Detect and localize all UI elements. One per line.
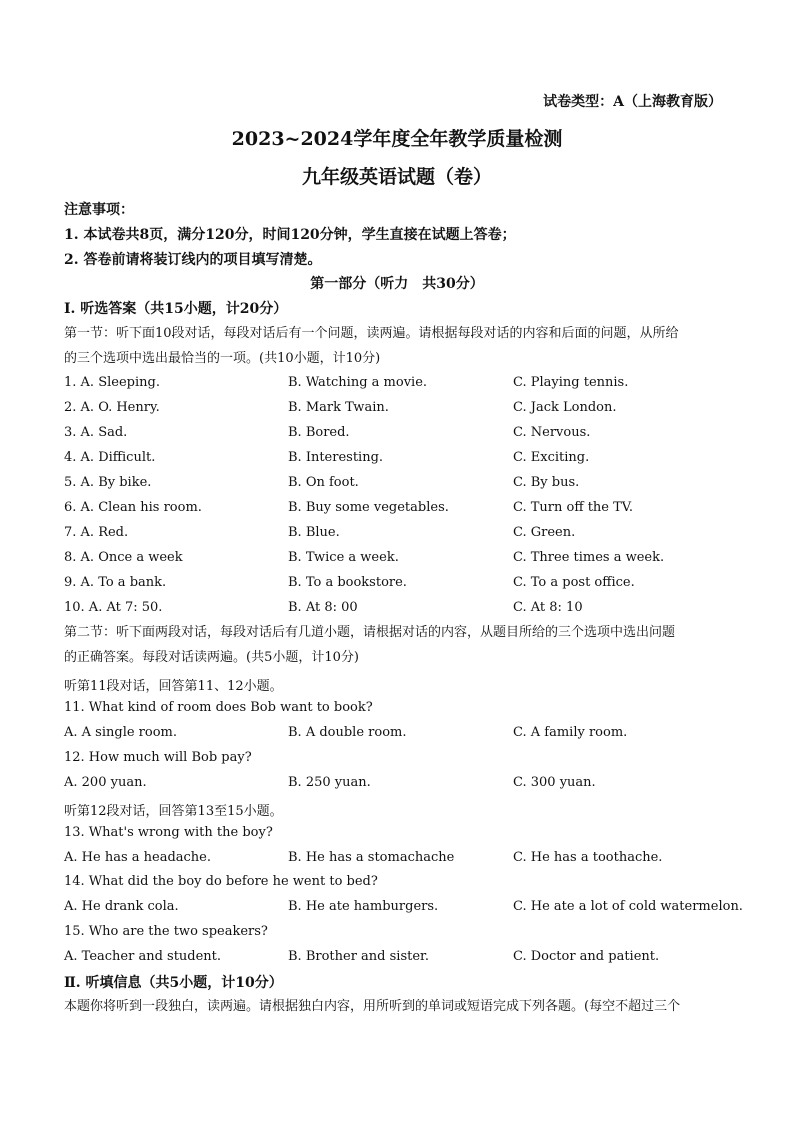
question-row	[64, 375, 744, 395]
option-c: C. Nervous.	[513, 425, 591, 440]
option-b: B. He ate hamburgers.	[288, 899, 439, 914]
option-a: A. He has a headache.	[64, 850, 211, 865]
option-a: 5. A. By bike.	[64, 475, 152, 490]
question-row	[64, 425, 744, 445]
option-a: 6. A. Clean his room.	[64, 500, 202, 515]
question-row	[64, 525, 744, 545]
option-c: C. At 8: 10	[513, 600, 583, 615]
option-b: B. To a bookstore.	[288, 575, 407, 590]
option-b: B. Brother and sister.	[288, 949, 429, 964]
question-row	[64, 850, 744, 870]
option-b: B. 250 yuan.	[288, 775, 371, 790]
option-b: B. Watching a movie.	[288, 375, 428, 390]
note-item: 2. 答卷前请将装订线内的项目填写清楚。	[64, 252, 322, 268]
option-a: A. A single room.	[64, 725, 178, 740]
option-c: C. He ate a lot of cold watermelon.	[513, 899, 743, 914]
option-a: A. Teacher and student.	[64, 949, 222, 964]
option-a: 1. A. Sleeping.	[64, 375, 160, 390]
option-a: A. He drank cola.	[64, 899, 179, 914]
question-stem: 14. What did the boy do before he went to bed?	[64, 874, 378, 889]
option-c: C. Jack London.	[513, 400, 617, 415]
instruction-line: 本题你将听到一段独白，读两遍。请根据独白内容，用所听到的单词或短语完成下列各题。(每空不超过三个	[64, 999, 681, 1014]
notes-heading: 注意事项：	[64, 202, 134, 218]
option-c: C. Playing tennis.	[513, 375, 629, 390]
option-a: 10. A. At 7: 50.	[64, 600, 163, 615]
option-c: C. Three times a week.	[513, 550, 665, 565]
part-title: 第一部分（听力 共30分）	[310, 276, 484, 292]
option-c: C. To a post office.	[513, 575, 635, 590]
option-c: C. 300 yuan.	[513, 775, 596, 790]
option-c: C. A family room.	[513, 725, 628, 740]
section-heading: Ⅱ. 听填信息（共5小题，计10分）	[64, 975, 283, 991]
dialogue-note: 听第12段对话，回答第13至15小题。	[64, 804, 283, 819]
option-b: B. Bored.	[288, 425, 350, 440]
option-a: A. 200 yuan.	[64, 775, 147, 790]
question-row	[64, 450, 744, 470]
option-b: B. He has a stomachache	[288, 850, 455, 865]
question-row	[64, 400, 744, 420]
question-row	[64, 899, 744, 919]
option-c: C. Doctor and patient.	[513, 949, 660, 964]
dialogue-note: 听第11段对话，回答第11、12小题。	[64, 679, 283, 694]
option-a: 3. A. Sad.	[64, 425, 128, 440]
note-item: 1. 本试卷共8页，满分120分，时间120分钟，学生直接在试题上答卷；	[64, 227, 516, 243]
instruction-line: 的三个选项中选出最恰当的一项。(共10小题，计10分)	[64, 351, 381, 366]
option-c: C. He has a toothache.	[513, 850, 663, 865]
instruction-line: 第二节：听下面两段对话，每段对话后有几道小题，请根据对话的内容，从题目所给的三个选项中选出问题	[64, 625, 676, 640]
option-a: 8. A. Once a week	[64, 550, 183, 565]
option-b: B. Mark Twain.	[288, 400, 389, 415]
question-row	[64, 475, 744, 495]
option-c: C. Turn off the TV.	[513, 500, 634, 515]
question-row	[64, 500, 744, 520]
question-row	[64, 949, 744, 969]
option-b: B. On foot.	[288, 475, 359, 490]
option-b: B. At 8: 00	[288, 600, 358, 615]
question-row	[64, 725, 744, 745]
question-row	[64, 575, 744, 595]
option-a: 2. A. O. Henry.	[64, 400, 160, 415]
option-a: 7. A. Red.	[64, 525, 129, 540]
exam-title: 2023~2024学年度全年教学质量检测	[231, 128, 563, 150]
question-stem: 12. How much will Bob pay?	[64, 750, 252, 765]
option-c: C. Green.	[513, 525, 576, 540]
option-c: C. Exciting.	[513, 450, 590, 465]
option-b: B. A double room.	[288, 725, 407, 740]
option-a: 9. A. To a bank.	[64, 575, 167, 590]
question-row	[64, 550, 744, 570]
option-b: B. Buy some vegetables.	[288, 500, 449, 515]
section-heading: I. 听选答案（共15小题，计20分）	[64, 301, 288, 317]
instruction-line: 的正确答案。每段对话读两遍。(共5小题，计10分)	[64, 650, 359, 665]
question-stem: 11. What kind of room does Bob want to book?	[64, 700, 373, 715]
exam-subtitle: 九年级英语试题（卷）	[301, 166, 492, 188]
option-c: C. By bus.	[513, 475, 580, 490]
question-row	[64, 600, 744, 620]
question-stem: 13. What's wrong with the boy?	[64, 825, 273, 840]
paper-type-label: 试卷类型：A（上海教育版）	[543, 94, 722, 110]
option-b: B. Twice a week.	[288, 550, 399, 565]
option-a: 4. A. Difficult.	[64, 450, 156, 465]
option-b: B. Blue.	[288, 525, 340, 540]
question-stem: 15. Who are the two speakers?	[64, 924, 268, 939]
instruction-line: 第一节：听下面10段对话，每段对话后有一个问题，读两遍。请根据每段对话的内容和后面的问题，从所给	[64, 326, 679, 341]
question-row	[64, 775, 744, 795]
option-b: B. Interesting.	[288, 450, 384, 465]
